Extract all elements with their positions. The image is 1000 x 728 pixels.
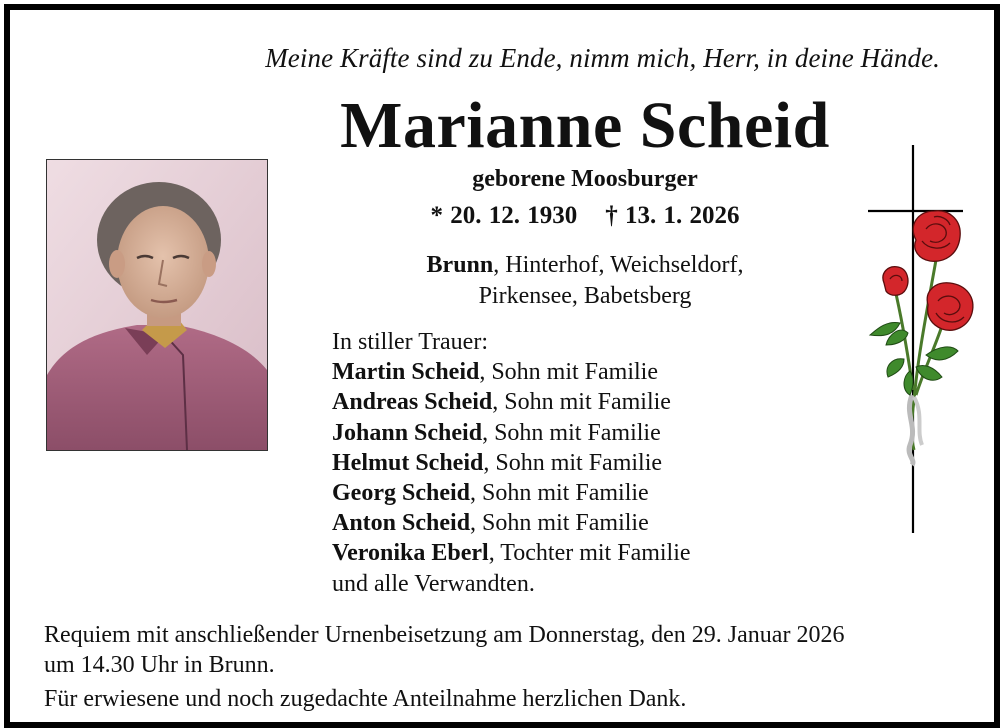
- mourner-row: [332, 418, 691, 448]
- mourner-name: Anton Scheid: [332, 510, 471, 537]
- cross-roses-graphic: [866, 145, 978, 535]
- birth-date: * 20. 12. 1930: [430, 202, 578, 229]
- maiden-name: geborene Moosburger: [472, 166, 698, 192]
- thanks-line: Für erwiesene und noch zugedachte Anteilnahme herzlichen Dank.: [44, 686, 687, 712]
- death-date: † 13. 1. 2026: [605, 202, 740, 229]
- mourner-row: [332, 387, 691, 417]
- mourner-name: Andreas Scheid: [332, 389, 493, 416]
- places-rest: , Hinterhof, Weichseldorf,: [493, 252, 744, 278]
- places-line-2: Pirkensee, Babetsberg: [478, 283, 692, 309]
- mourner-row: [332, 538, 691, 568]
- mourning-intro: In stiller Trauer:: [332, 329, 488, 355]
- mourner-name: Martin Scheid: [332, 359, 480, 386]
- portrait-photo: [46, 159, 268, 451]
- mourner-name: Johann Scheid: [332, 419, 483, 446]
- mourner-row: [332, 508, 691, 538]
- mourning-closing: und alle Verwandten.: [332, 570, 535, 597]
- mourner-relation: , Sohn mit Familie: [492, 389, 671, 416]
- mourner-relation: , Sohn mit Familie: [470, 510, 649, 537]
- mourner-relation: , Sohn mit Familie: [482, 419, 661, 446]
- obituary-notice: [4, 4, 1000, 728]
- portrait-photo-image: [47, 160, 267, 450]
- mourner-name: Georg Scheid: [332, 480, 470, 507]
- place-main: Brunn: [426, 252, 494, 278]
- mourner-relation: , Sohn mit Familie: [479, 359, 659, 386]
- requiem-line-1: Requiem mit anschließender Urnenbeisetzung am Donnerstag, den 29. Januar 2026: [44, 622, 845, 648]
- mourner-relation: , Tochter mit Familie: [488, 540, 691, 567]
- requiem-line-2: um 14.30 Uhr in Brunn.: [44, 652, 275, 678]
- mourner-row: [332, 448, 691, 478]
- deceased-name: Marianne Scheid: [340, 89, 830, 162]
- requiem-info: [44, 620, 984, 714]
- motto-verse: Meine Kräfte sind zu Ende, nimm mich, Herr, in deine Hände.: [265, 43, 940, 73]
- mourner-row: [332, 478, 691, 508]
- mourner-relation: , Sohn mit Familie: [483, 449, 663, 476]
- cross-with-roses-icon: [866, 145, 978, 535]
- mourners-list: [332, 327, 691, 599]
- mourner-relation: , Sohn mit Familie: [470, 480, 649, 507]
- mourner-row: [332, 357, 691, 387]
- mourner-name: Helmut Scheid: [332, 449, 484, 476]
- mourner-name: Veronika Eberl: [332, 540, 489, 567]
